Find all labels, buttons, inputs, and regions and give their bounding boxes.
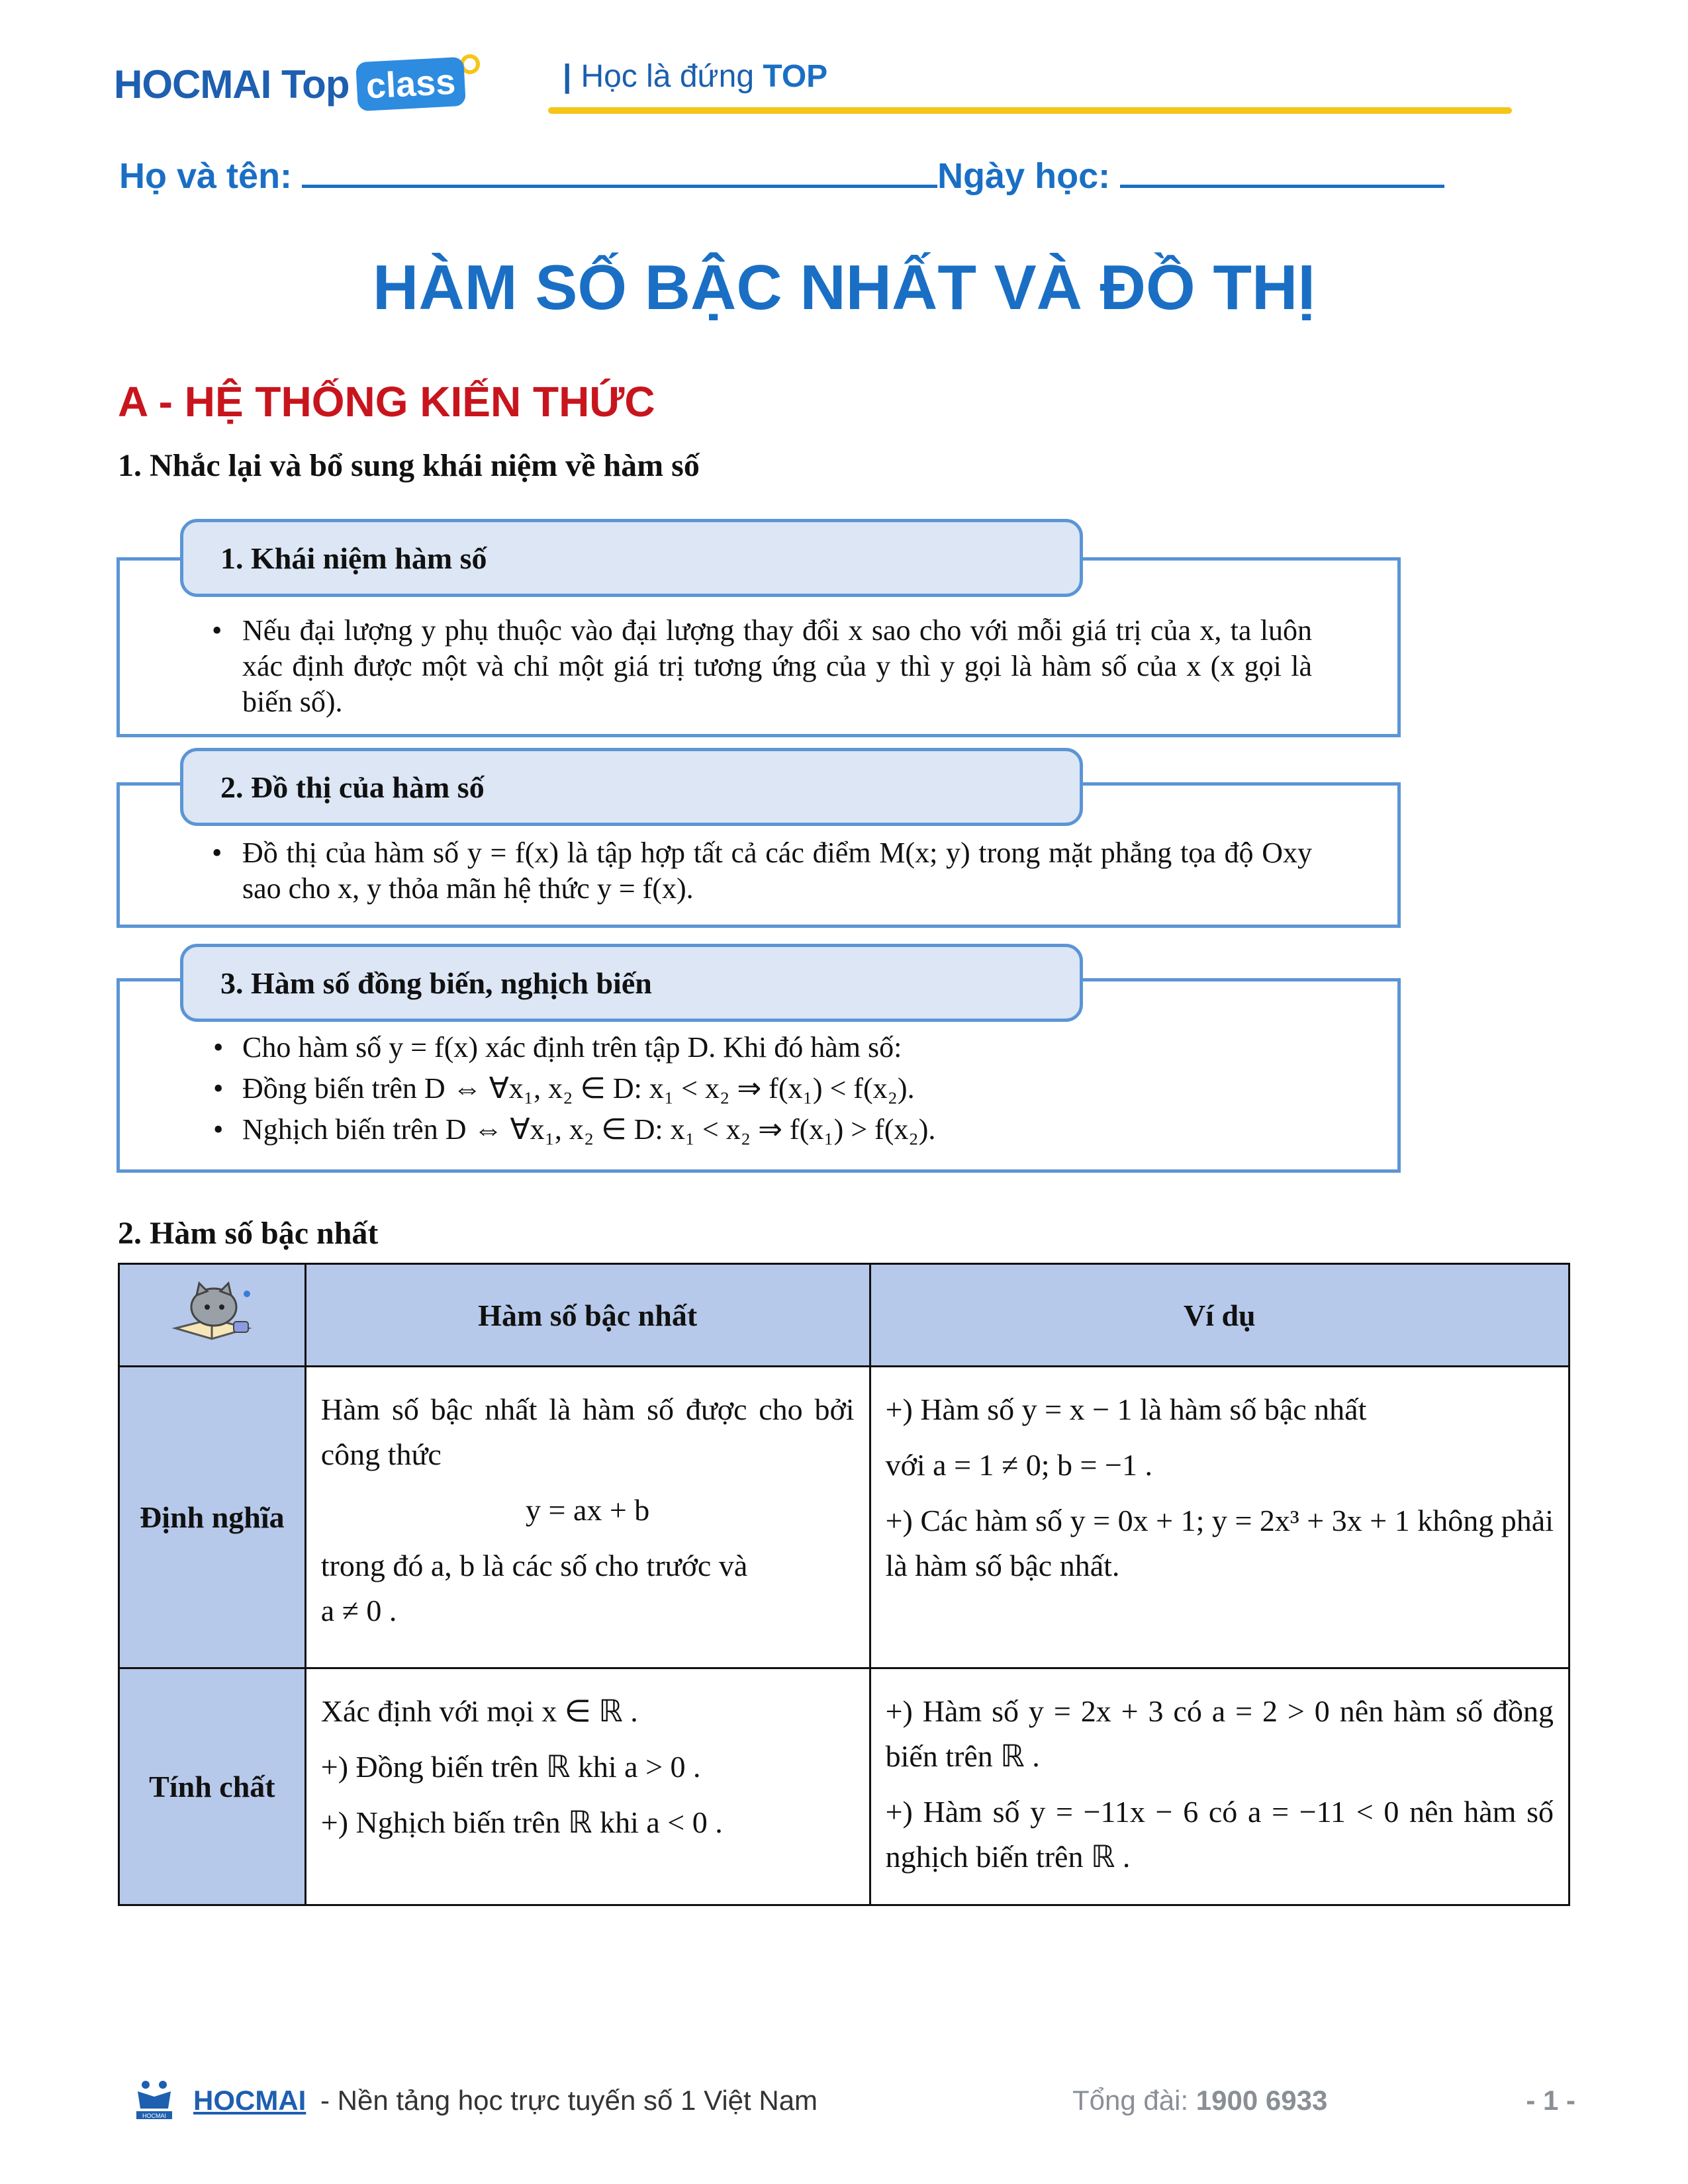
name-blank[interactable]	[302, 156, 937, 188]
concept-bullet-2	[213, 835, 1312, 907]
name-label: Họ và tên:	[119, 156, 293, 196]
slogan-top: TOP	[763, 59, 828, 94]
footer-tagline: - Nền tảng học trực tuyến số 1 Việt Nam	[320, 2085, 818, 2116]
row-label-property: Tính chất	[119, 1668, 306, 1905]
example-def-3: +) Các hàm số y = 0x + 1; y = 2x³ + 3x + 1 không phải là hàm số bậc nhất.	[885, 1504, 1554, 1582]
bullet-icon: •	[213, 1072, 224, 1105]
prop-text-1: Xác định với mọi x ∈ ℝ .	[320, 1694, 638, 1728]
footer-logo-text: HOCMAI	[142, 2113, 166, 2119]
def-formula: y = ax + b	[526, 1493, 650, 1527]
concept-bullet-1-text: Nếu đại lượng y phụ thuộc vào đại lượng thay đổi x sao cho với mỗi giá trị của x, ta luôn xác định được một và chỉ một giá trị tương ứng của y thì y gọi là hàm số của x (x gọi là biến số).	[242, 614, 1312, 718]
def-text-3: a ≠ 0 .	[320, 1594, 397, 1627]
prop-text-2: +) Đồng biến trên ℝ khi a > 0 .	[320, 1750, 701, 1784]
property-cell	[305, 1668, 870, 1905]
part1-heading: 1. Nhắc lại và bổ sung khái niệm về hàm số	[118, 448, 700, 483]
footer-brand-link[interactable]	[193, 2085, 306, 2116]
bullet-icon: •	[212, 837, 222, 869]
concept-bullet-3b	[213, 1071, 915, 1107]
prop-text-3: +) Nghịch biến trên ℝ khi a < 0 .	[320, 1805, 723, 1839]
linear-function-table	[118, 1263, 1570, 1906]
brand-logo	[114, 54, 480, 114]
page-footer	[132, 2078, 1575, 2124]
table-row	[119, 1668, 1570, 1905]
concept-bullet-3a-text: Cho hàm số y = f(x) xác định trên tập D. Khi đó hàm số:	[242, 1031, 902, 1064]
example-def-1: +) Hàm số y = x − 1 là hàm số bậc nhất	[885, 1392, 1367, 1426]
page-title: HÀM SỐ BẬC NHẤT VÀ ĐỒ THỊ	[373, 252, 1315, 323]
table-row	[119, 1367, 1570, 1668]
concept-bullet-1	[213, 613, 1312, 720]
example-def-2: với a = 1 ≠ 0; b = −1 .	[885, 1448, 1152, 1482]
concept-tab-2: 2. Đồ thị của hàm số	[180, 748, 1083, 826]
part2-heading: 2. Hàm số bậc nhất	[118, 1216, 379, 1251]
definition-example-cell	[870, 1367, 1569, 1668]
property-example-cell	[870, 1668, 1569, 1905]
table-header-row	[119, 1264, 1570, 1367]
cat-reading-icon	[162, 1275, 261, 1348]
concept-tab-3: 3. Hàm số đồng biến, nghịch biến	[180, 944, 1083, 1022]
col-header-example: Ví dụ	[870, 1264, 1569, 1367]
concept-bullet-2-text: Đồ thị của hàm số y = f(x) là tập hợp tất cả các điểm M(x; y) trong mặt phẳng tọa độ Oxy sao cho x, y thỏa mãn hệ thức y = f(x).	[242, 837, 1312, 905]
concept-tab-1: 1. Khái niệm hàm số	[180, 519, 1083, 597]
concept-bullet-3a	[213, 1030, 902, 1066]
definition-cell	[305, 1367, 870, 1668]
logo-class-badge: class	[356, 57, 467, 111]
example-prop-1: +) Hàm số y = 2x + 3 có a = 2 > 0 nên hàm số đồng biến trên ℝ .	[885, 1694, 1554, 1773]
example-prop-2: +) Hàm số y = −11x − 6 có a = −11 < 0 nên hàm số nghịch biến trên ℝ .	[885, 1795, 1554, 1874]
hotline-label: Tổng đài:	[1072, 2085, 1189, 2116]
student-info-row	[119, 156, 1523, 197]
footer-hotline	[1072, 2085, 1327, 2116]
slogan: | Học là đứng TOP	[563, 59, 828, 94]
concept-bullet-3c-text: Nghịch biến trên D ⇔ ∀x₁, x₂ ∈ D: x₁ < x₂ ⇒ f(x₁) > f(x₂).	[242, 1113, 936, 1146]
row-label-definition: Định nghĩa	[119, 1367, 306, 1668]
logo-main-text: HOCMAI Top	[114, 62, 350, 107]
hocmai-footer-logo-icon	[132, 2078, 176, 2124]
date-label: Ngày học:	[937, 156, 1111, 196]
page-number: - 1 -	[1526, 2085, 1575, 2116]
concept-bullet-3b-text: Đồng biến trên D ⇔ ∀x₁, x₂ ∈ D: x₁ < x₂ ⇒ f(x₁) < f(x₂).	[242, 1072, 915, 1105]
section-a-heading: A - HỆ THỐNG KIẾN THỨC	[118, 378, 655, 426]
footer-brand-text: HOCMAI	[193, 2085, 306, 2116]
date-blank[interactable]	[1120, 156, 1444, 188]
def-text-1: Hàm số bậc nhất là hàm số được cho bởi công thức	[320, 1392, 855, 1471]
slogan-prefix: Học là đứng	[581, 59, 755, 94]
header-divider	[548, 107, 1512, 114]
def-text-2: trong đó a, b là các số cho trước và	[320, 1549, 748, 1582]
bullet-icon: •	[213, 1031, 224, 1064]
concept-bullet-3c	[213, 1112, 935, 1148]
hotline-number: 1900 6933	[1196, 2085, 1328, 2116]
col-header-definition: Hàm số bậc nhất	[305, 1264, 870, 1367]
mascot-cell	[119, 1264, 306, 1367]
bullet-icon: •	[213, 1113, 224, 1146]
bullet-icon: •	[212, 614, 222, 647]
